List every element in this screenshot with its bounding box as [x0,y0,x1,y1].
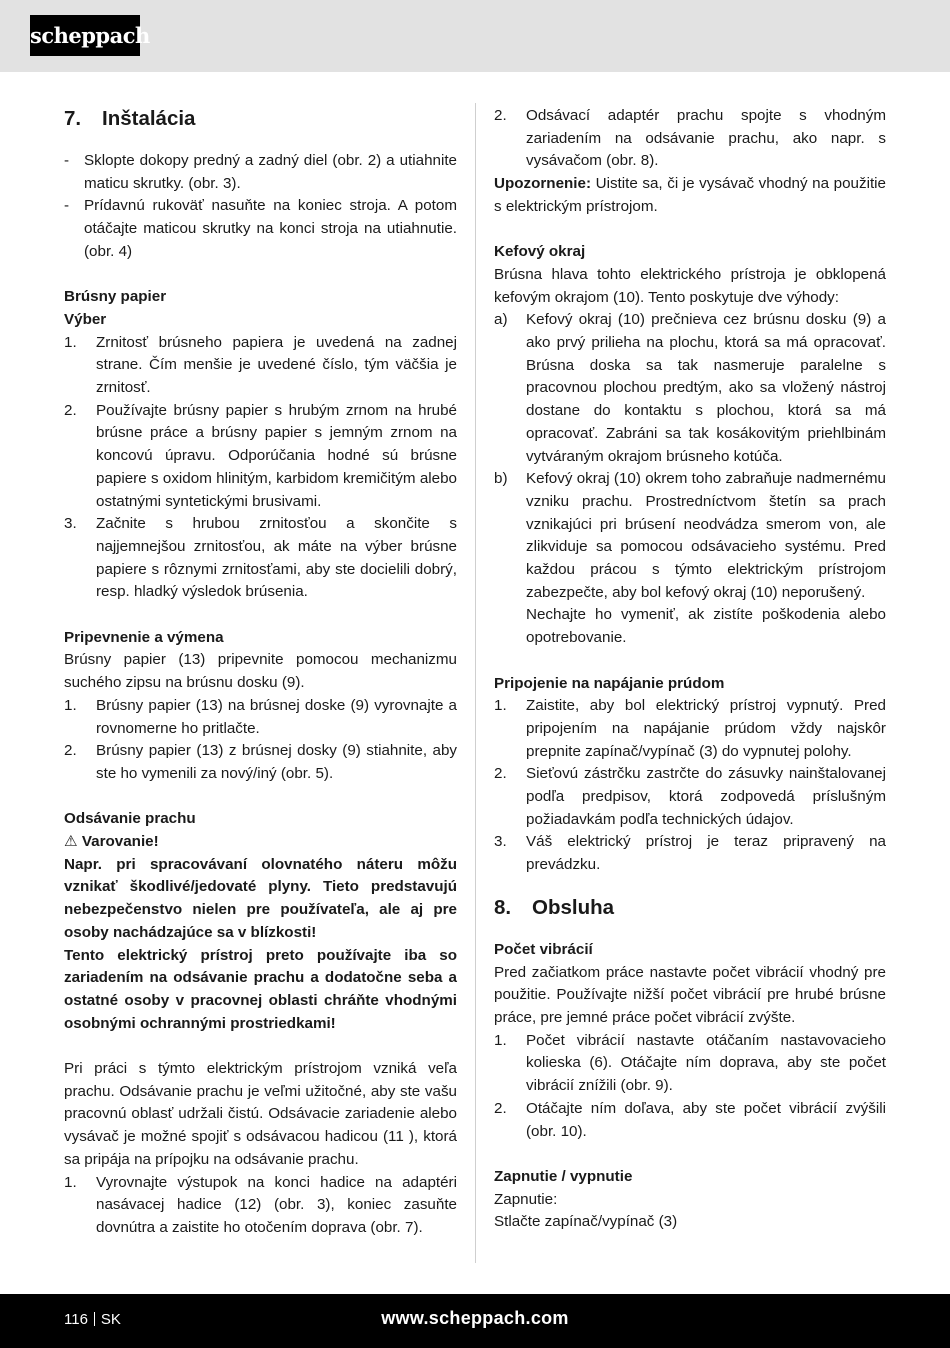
vibration-heading: Počet vibrácií [494,940,593,958]
list-item: 1. Zaistite, aby bol elektrický prístroj vypnutý. Pred pripojením na napájanie prúdom vždy najskôr prepnite zapínač/vypínač (3) do vypnutej polohy. [494,697,886,760]
list-item: a) Kefový okraj (10) prečnieva cez brúsnu dosku (9) a ako prvý prilieha na plochu, ktorá sa má opracovať. Brúsna doska sa tak nasmeruje paralelne s pracovnou plochou predtým, ako sa vložený nástroj dostane do kontaktu s plochou, ktorá sa má opracovať. Zabráni sa tak kosákovitým priehlbinám vytváraným okrajom brúsneho kotúča. [494,311,886,465]
dust-text: Pri práci s týmto elektrickým prístrojom vzniká veľa prachu. Odsávanie prachu je veľmi užitočné, aby ste vašu pracovnú oblasť udržali čistú. Odsávacie zariadenie alebo vysávač je možné spojiť s odsávacou hadicou (11 ), ktorá sa pripája na prípojku na odsávanie prachu. [64,1060,457,1168]
list-item: 1. Vyrovnajte výstupok na konci hadice na adaptéri nasávacej hadice (12) (obr. 3), koniec zasuňte dovnútra a zaistite ho otočením doprava (obr. 7). [64,1173,457,1236]
language-code: SK [100,1311,121,1328]
list-item: 2. Sieťovú zástrčku zastrčte do zásuvky nainštalovanej podľa predpisov, ktorá zodpovedá príslušným požiadavkám podľa technických údajov. [494,765,886,828]
list-item: 2. Otáčajte ním doľava, aby ste počet vibrácií zvýšili (obr. 10). [494,1099,886,1140]
page-number: 116 [64,1311,88,1328]
section-number: 7. [64,107,82,130]
vibration-intro: Pred začiatkom práce nastavte počet vibrácií vhodný pre použitie. Používajte nižší počet vibrácií pre hrubé brúsne práce, pre jemné práce počet vibrácií zvýšte. [494,963,886,1026]
section-title: Obsluha [532,895,615,919]
sandpaper-heading: Brúsny papier [64,288,167,306]
right-column [494,105,886,1234]
footer-band [0,1294,950,1348]
attach-heading: Pripevnenie a výmena [64,628,224,646]
scheppach-logo: scheppach [30,15,140,56]
dust-heading: Odsávanie prachu [64,810,196,828]
warning-icon: ⚠ [64,833,78,851]
attach-intro: Brúsny papier (13) pripevnite pomocou mechanizmu suchého zipsu na brúsnu dosku (9). [64,651,457,692]
warning-paragraph: Tento elektrický prístroj preto používajte iba so zariadením na odsávanie prachu a dodatočne seba a ostatné osoby v pracovnej oblasti chráňte vhodnými osobnými ochrannými prostriedkami! [64,946,457,1032]
note-paragraph: Upozornenie: Uistite sa, či je vysávač vhodný na použitie s elektrickým prístrojom. [494,175,886,215]
list-item: 3. Začnite s hrubou zrnitosťou a skončite s najjemnejšou zrnitosťou, ak máte na výber brúsne papiere s rôznymi zrnitosťami, aby ste docielili dobrý, resp. hladký výsledok brúsenia. [64,515,457,601]
website-link[interactable]: www.scheppach.com [381,1308,569,1328]
brush-heading: Kefový okraj [494,243,586,261]
note-label: Upozornenie: [494,175,592,193]
list-item: 2. Odsávací adaptér prachu spojte s vhodným zariadením na odsávanie prachu, ako napr. s vysávačom (obr. 8). [494,107,886,170]
list-item: - Prídavnú rukoväť nasuňte na koniec stroja. A potom otáčajte maticou skrutky na konci stroja na utiahnutie. (obr. 4) [64,197,457,260]
list-item: b) Kefový okraj (10) okrem toho zabraňuje nadmernému vzniku prachu. Prostredníctvom štetín sa prach vznikajúci pri brúsení neodvádza smerom von, ale zlikviduje sa pomocou odsávacieho systému. Pred každou prácou s týmto elektrickým prístrojom zabezpečte, aby bol kefový okraj (10) neporušený. [494,470,886,601]
list-item: 1. Zrnitosť brúsneho papiera je uvedená na zadnej strane. Čím menšie je uvedené číslo, tým väčšia je zrnitosť. [64,333,457,397]
list-item: 2. Používajte brúsny papier s hrubým zrnom na hrubé brúsne práce a brúsny papier s jemným zrnom na koncovú úpravu. Odporúčania hodné sú brúsne papiere s oxidom hlinitým, karbidom kremičitým alebo ostatnými syntetickými brusivami. [64,401,457,510]
list-item: 2. Brúsny papier (13) z brúsnej dosky (9) stiahnite, aby ste ho vymenili za nový/iný (obr. 5). [64,742,457,782]
left-column [64,105,457,1240]
brush-intro: Brúsna hlava tohto elektrického prístroja je obklopená kefovým okrajom (10). Tento poskytuje dve výhody: [494,265,886,306]
list-item: 3. Váš elektrický prístroj je teraz pripravený na prevádzku. [494,833,886,874]
power-heading: Pripojenie na napájanie prúdom [494,674,725,692]
header-band [0,0,950,72]
warning-paragraph: Napr. pri spracovávaní olovnatého náteru môžu vznikať škodlivé/jedovaté plyny. Tieto predstavujú nebezpečenstvo nielen pre používateľa, ale aj pre osoby nachádzajúce sa v blízkosti! [64,855,457,941]
column-divider [475,103,476,1263]
list-item: 1. Počet vibrácií nastavte otáčaním nastavovacieho kolieska (6). Otáčajte ním doprava, aby ste počet vibrácií znížili (obr. 9). [494,1031,886,1095]
list-item: 1. Brúsny papier (13) na brúsnej doske (9) vyrovnajte a rovnomerne ho pritlačte. [64,696,457,737]
on-off-line: Zapnutie: [494,1190,558,1208]
on-off-heading: Zapnutie / vypnutie [494,1167,633,1185]
list-item: - Sklopte dokopy predný a zadný diel (obr. 2) a utiahnite maticu skrutky. (obr. 3). [64,152,457,192]
brush-note: Nechajte ho vymeniť, ak zistíte poškodenia alebo opotrebovanie. [526,606,886,647]
on-off-line: Stlačte zapínač/vypínač (3) [494,1213,678,1231]
section-title: Inštalácia [102,107,196,130]
section-number: 8. [494,895,512,919]
section-8-heading [494,894,886,922]
selection-heading: Výber [64,310,107,328]
section-7-heading [64,105,457,133]
warning-label: ⚠ Varovanie! [64,833,159,851]
